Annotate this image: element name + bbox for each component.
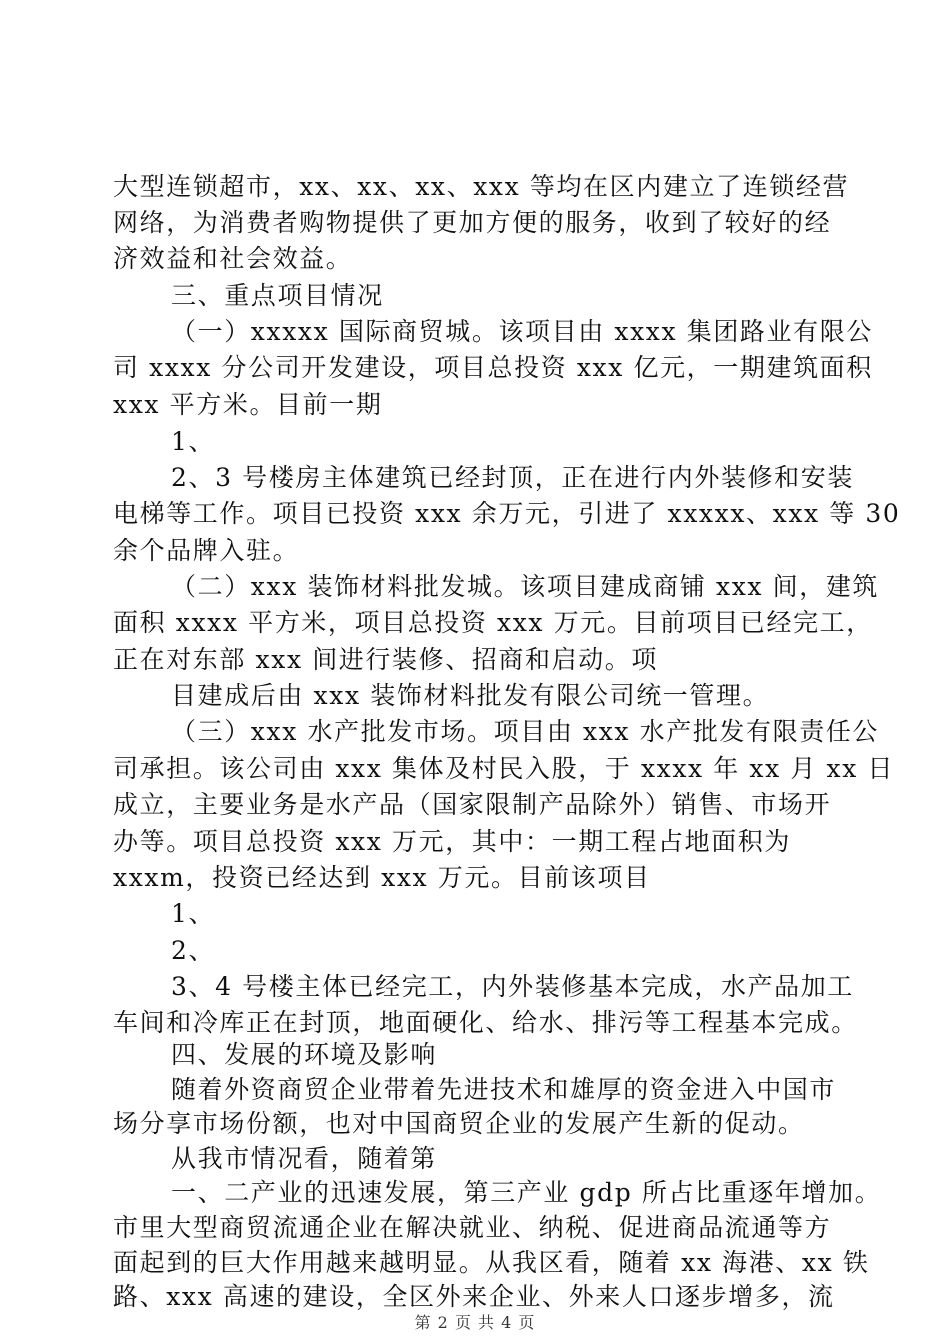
body-line: 面起到的巨大作用越来越明显。从我区看，随着 xx 海港、xx 铁 (113, 1248, 870, 1277)
body-line: 办等。项目总投资 xxx 万元，其中：一期工程占地面积为 (113, 827, 791, 856)
body-line: 成立，主要业务是水产品（国家限制产品除外）销售、市场开 (113, 790, 832, 819)
body-line: 从我市情况看，随着第 (171, 1144, 438, 1173)
body-line: 面积 xxxx 平方米，项目总投资 xxx 万元。目前项目已经完工， (113, 608, 873, 637)
body-line: 随着外资商贸企业带着先进技术和雄厚的资金进入中国市 (171, 1075, 837, 1104)
body-line: 3、4 号楼主体已经完工，内外装修基本完成，水产品加工 (171, 972, 854, 1001)
body-line: 车间和冷库正在封顶，地面硬化、给水、排污等工程基本完成。 (113, 1008, 858, 1037)
body-line: 司承担。该公司由 xxx 集体及村民入股，于 xxxx 年 xx 月 xx 日 (113, 754, 895, 783)
body-line: 场分享市场份额，也对中国商贸企业的发展产生新的促动。 (113, 1109, 805, 1138)
body-line: 市里大型商贸流通企业在解决就业、纳税、促进商品流通等方 (113, 1213, 832, 1242)
section-heading: 四、发展的环境及影响 (171, 1040, 438, 1069)
body-line: 2、 (171, 936, 216, 965)
body-line: 济效益和社会效益。 (113, 244, 353, 273)
body-line: 目建成后由 xxx 装饰材料批发有限公司统一管理。 (171, 681, 770, 710)
body-line: 正在对东部 xxx 间进行装修、招商和启动。项 (113, 645, 658, 674)
body-line: 1、 (171, 899, 216, 928)
body-line: 网络，为消费者购物提供了更加方便的服务，收到了较好的经 (113, 208, 832, 237)
body-line: xxx 平方米。目前一期 (113, 390, 383, 419)
body-line: 2、3 号楼房主体建筑已经封顶，正在进行内外装修和安装 (171, 463, 854, 492)
body-line: 电梯等工作。项目已投资 xxx 余万元，引进了 xxxxx、xxx 等 30 (113, 499, 901, 528)
section-heading: 三、重点项目情况 (171, 281, 384, 310)
page-footer: 第 2 页 共 4 页 (414, 1313, 536, 1332)
body-line: （二）xxx 装饰材料批发城。该项目建成商铺 xxx 间，建筑 (171, 572, 880, 601)
body-line: 一、二产业的迅速发展，第三产业 gdp 所占比重逐年增加。 (171, 1178, 882, 1207)
body-line: 大型连锁超市，xx、xx、xx、xxx 等均在区内建立了连锁经营 (113, 172, 850, 201)
body-line: 司 xxxx 分公司开发建设，项目总投资 xxx 亿元，一期建筑面积 (113, 353, 873, 382)
body-line: 1、 (171, 427, 216, 456)
body-line: （三）xxx 水产批发市场。项目由 xxx 水产批发有限责任公 (171, 717, 880, 746)
body-line: 路、xxx 高速的建设，全区外来企业、外来人口逐步增多，流 (113, 1282, 835, 1311)
body-line: xxxm，投资已经达到 xxx 万元。目前该项目 (113, 863, 651, 892)
body-line: （一）xxxxx 国际商贸城。该项目由 xxxx 集团路业有限公 (171, 317, 873, 346)
body-line: 余个品牌入驻。 (113, 536, 300, 565)
